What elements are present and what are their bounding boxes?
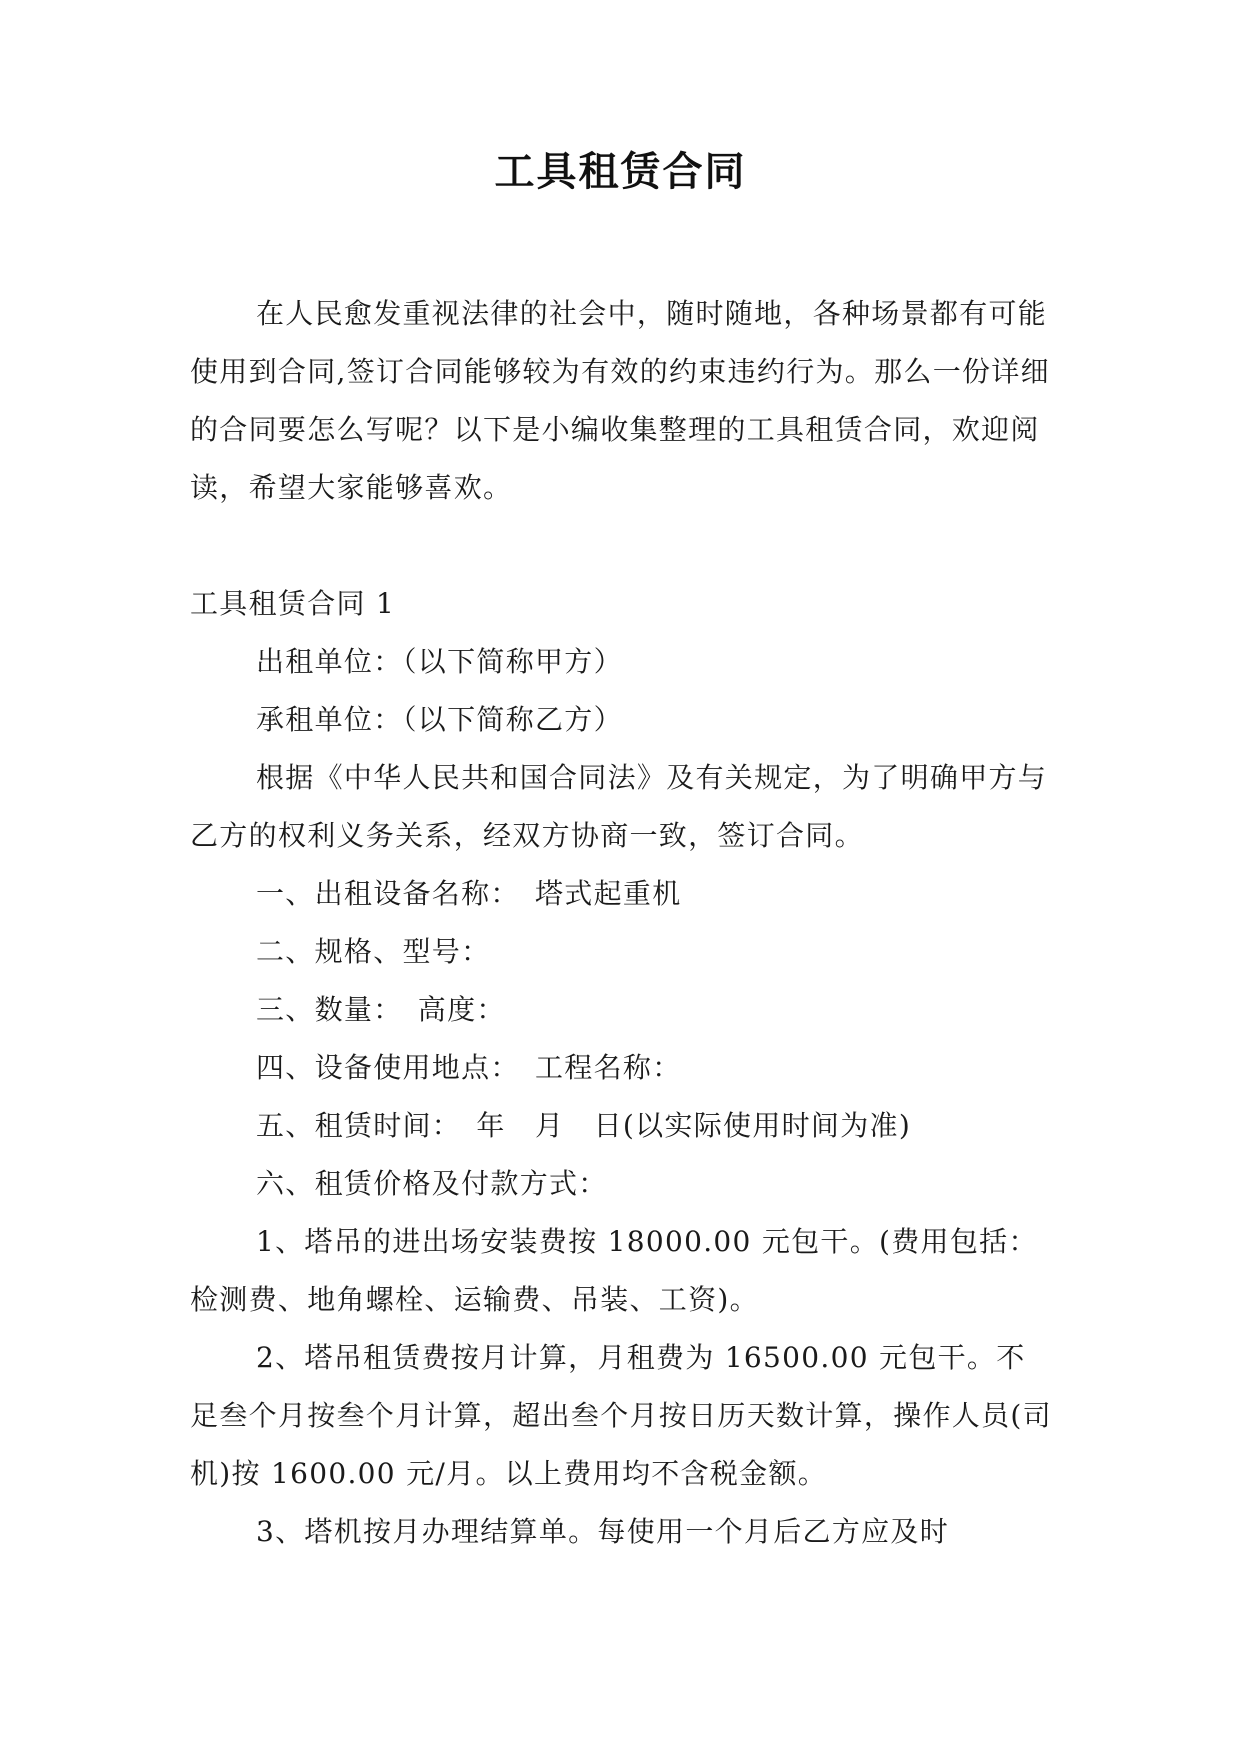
clause-settlement: 3、塔机按月办理结算单。每使用一个月后乙方应及时	[256, 1515, 950, 1548]
clause-installation-fee: 1、塔吊的进出场安装费按 18000.00 元包干。(费用包括：检测费、地角螺栓、运输费、吊装、工资)。	[190, 1225, 1038, 1316]
item-lease-time: 五、租赁时间： 年 月 日(以实际使用时间为准)	[256, 1109, 912, 1142]
clause-monthly-rent: 2、塔吊租赁费按月计算，月租费为 16500.00 元包干。不足叁个月按叁个月计算，超出叁个月按日历天数计算，操作人员(司机)按 1600.00 元/月。以上费用均不含税金额。	[190, 1341, 1052, 1490]
intro-paragraph: 在人民愈发重视法律的社会中，随时随地，各种场景都有可能使用到合同,签订合同能够较为有效的约束违约行为。那么一份详细的合同要怎么写呢？以下是小编收集整理的工具租赁合同，欢迎阅读，希望大家能够喜欢。	[190, 297, 1050, 504]
document-title: 工具租赁合同	[494, 149, 747, 195]
item-spec-model: 二、规格、型号：	[256, 935, 491, 968]
lessor-line: 出租单位：（以下简称甲方）	[256, 645, 623, 678]
lessee-line: 承租单位：（以下简称乙方）	[256, 703, 623, 736]
basis-paragraph: 根据《中华人民共和国合同法》及有关规定，为了明确甲方与乙方的权利义务关系，经双方协商一致，签订合同。	[190, 761, 1048, 852]
section-heading: 工具租赁合同 1	[190, 587, 396, 620]
item-equipment-name: 一、出租设备名称： 塔式起重机	[256, 877, 682, 910]
document-body	[190, 285, 1052, 1561]
item-price-payment: 六、租赁价格及付款方式：	[256, 1167, 608, 1200]
item-quantity-height: 三、数量： 高度：	[256, 993, 506, 1026]
item-location: 四、设备使用地点： 工程名称：	[256, 1051, 682, 1084]
